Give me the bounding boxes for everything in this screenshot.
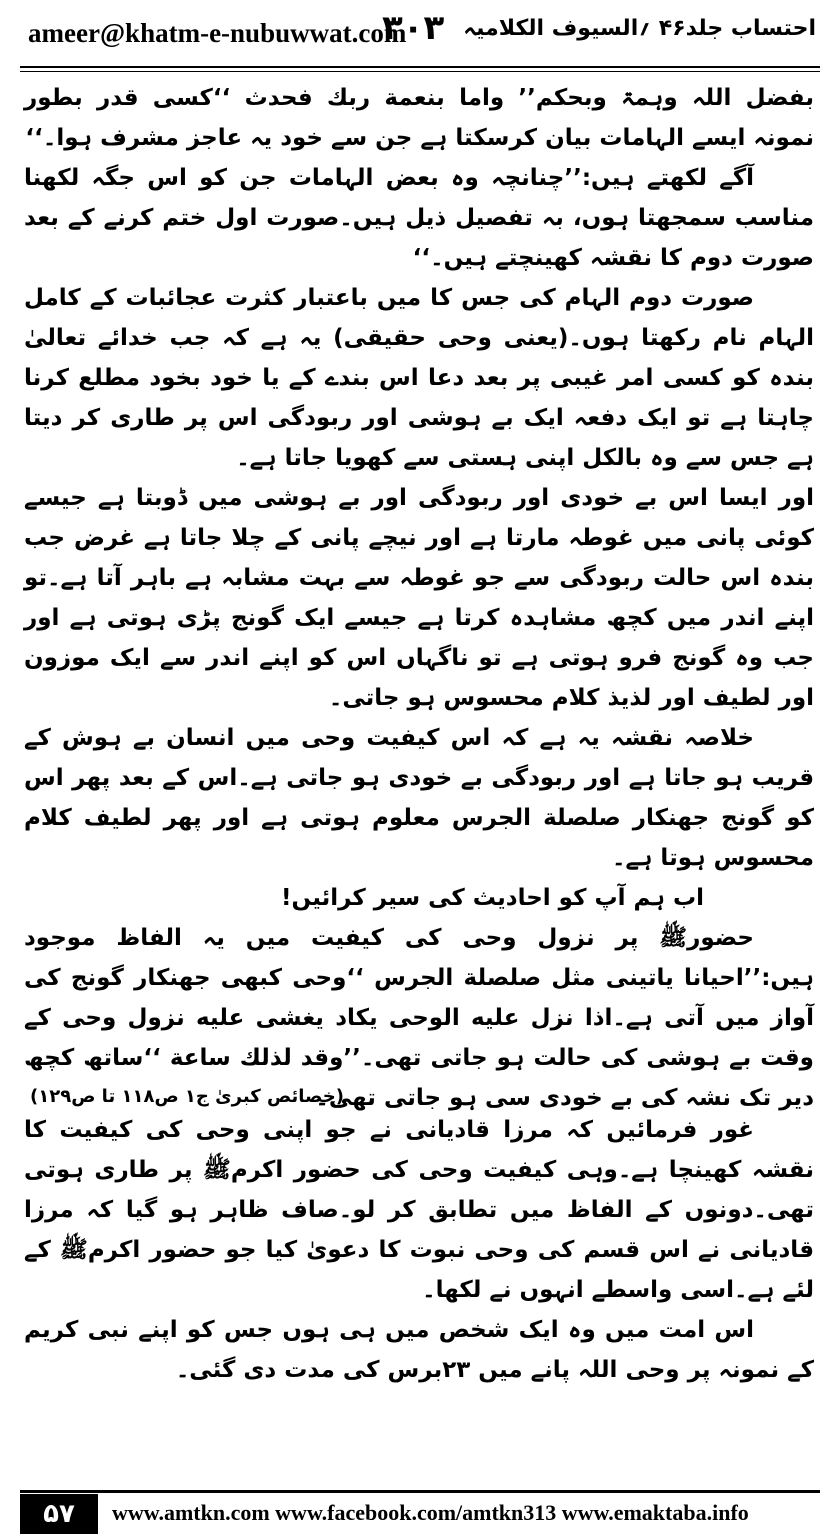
text-line: فرو ہوتی ہے تو ناگہاں اس کو اپنے اندر سے ایک موزون اور لطیف اور لذیذ کلام محسوس ہو جاتی۔ — [24, 645, 814, 711]
header-rule — [20, 66, 820, 72]
text-line: میں ۲۳برس کی مدت دی گئی۔ — [175, 1357, 523, 1383]
text-line: ہے جن سے خود یہ عاجز مشرف ہوا۔‘‘ — [25, 125, 448, 151]
text-line: آگے لکھتے ہیں:’’چنانچہ وہ بعض الہامات جن کو اس جگہ لکھنا مناسب سمجھتا ہوں، بہ — [24, 165, 814, 231]
paragraph-6: اب ہم آپ کو احادیث کی سیر کرائیں! — [281, 885, 704, 911]
footer-page-badge: ۵۷ — [20, 1494, 98, 1534]
text-line: خود بخود مطلع کرنا چاہتا ہے تو ایک دفعہ ایک بے ہوشی اور ربودگی اس پر طاری کر دیتا ہے جس سے وہ — [24, 365, 814, 471]
text-line: صلصلة الجرس ‘‘وحی کبھی جھنکار گونج کی آواز میں آتی ہے۔اذا نزل علیه الوحی یکاد — [24, 965, 815, 1031]
text-line: ہے اور پھر لطیف کلام محسوس ہوتا ہے۔ — [24, 805, 814, 871]
text-line: خلاصہ نقشہ یہ ہے کہ اس کیفیت وحی میں انسان بے ہوش کے قریب ہو جاتا ہے اور — [24, 725, 815, 791]
text-line: بفضل اللہ وہمۃ وبحکم’’ واما بنعمة ربك فحدث ‘‘کسی قدر بطور نمونہ ایسے الہامات بیان کرسکتا — [24, 85, 814, 151]
text-line: ہے اور نیچے پانی کے چلا جاتا ہے غرض جب بندہ اس حالت ربودگی سے جو غوطہ سے بہت مشابہ — [24, 525, 814, 591]
paragraph-1 — [24, 78, 814, 158]
footer-links: www.amtkn.com www.facebook.com/amtkn313 www.emaktaba.info — [112, 1500, 749, 1525]
paragraph-2 — [24, 158, 814, 278]
text-line: تفصیل ذیل ہیں۔صورت اول ختم کرنے کے بعد صورت دوم کا نقشہ کھینچتے ہیں۔‘‘ — [24, 205, 814, 271]
paragraph-8 — [24, 1110, 814, 1310]
paragraph-4 — [24, 478, 814, 718]
text-line: غور فرمائیں کہ مرزا قادیانی نے جو اپنی وحی کی کیفیت کا نقشہ کھینچا ہے۔وہی کیفیت وحی — [24, 1117, 814, 1183]
text-line: قادیانی نے اس قسم کی وحی نبوت کا دعویٰ کیا جو حضور اکرمﷺ کے لئے ہے۔اسی واسطے انہوں نے — [24, 1237, 814, 1303]
text-line: بالکل اپنی ہستی سے کھویا جاتا ہے۔ — [236, 445, 643, 471]
text-line: لکھا۔ — [422, 1277, 482, 1303]
text-line: یغشی علیه نزول وحی کے وقت بے ہوشی کی حالت ہو جاتی تھی۔’’وقد لذلك ساعة ‘‘ساتھ — [24, 1005, 814, 1071]
text-line: ہوں۔(یعنی وحی حقیقی) یہ ہے کہ جب خدائے تعالیٰ بندہ کو کسی امر غیبی پر بعد دعا اس بندے کے یا — [24, 325, 814, 391]
page-number: ۳۰۳ — [382, 8, 445, 48]
text-line: ہے باہر آتا ہے۔تو اپنے اندر میں کچھ مشاہدہ کرتا ہے جیسے ایک گونج پڑی ہوتی ہے اور جب وہ گونج — [24, 565, 814, 671]
header-email: ameer@khatm-e-nubuwwat.com — [28, 18, 407, 48]
book-title: احتساب جلد۴۶ ؍السیوف الکلامیہ — [463, 16, 816, 41]
page-body — [24, 78, 814, 1390]
text-line: کی حضور اکرمﷺ پر طاری ہوتی تھی۔دونوں کے الفاظ میں تطابق کر لو۔صاف ظاہر ہو گیا کہ مرزا — [24, 1157, 814, 1223]
text-line: کچھ دیر تک نشہ کی بے خودی سی ہو جاتی تھی۔ — [24, 1045, 814, 1111]
paragraph-9 — [24, 1310, 814, 1390]
text-line: ربودگی بے خودی ہو جاتی ہے۔اس کے بعد پھر اس کو گونج جھنکار صلصلة الجرس معلوم ہوتی — [24, 765, 814, 831]
text-line: صورت دوم الہام کی جس کا میں باعتبار کثرت عجائبات کے کامل الہام نام رکھتا — [24, 285, 814, 351]
text-line: اور ایسا اس بے خودی اور ربودگی اور بے ہوشی میں ڈوبتا ہے جیسے کوئی پانی میں غوطہ مارتا — [24, 485, 814, 551]
paragraph-5 — [24, 718, 814, 878]
paragraph-3 — [24, 278, 814, 478]
page-footer — [0, 1490, 840, 1540]
text-line: حضورﷺ پر نزول وحی کی کیفیت میں یہ الفاظ موجود ہیں:’’احیانا یاتینی مثل — [24, 925, 814, 991]
reference-citation: (خصائص کبریٰ ج۱ ص۱۱۸ تا ص۱۲۹) — [30, 1086, 344, 1107]
page-header — [0, 0, 840, 76]
text-line: اس امت میں وہ ایک شخص میں ہی ہوں جس کو اپنے نبی کریم کے نمونہ پر وحی اللہ پانے — [24, 1317, 814, 1383]
footer-rule — [20, 1490, 820, 1493]
